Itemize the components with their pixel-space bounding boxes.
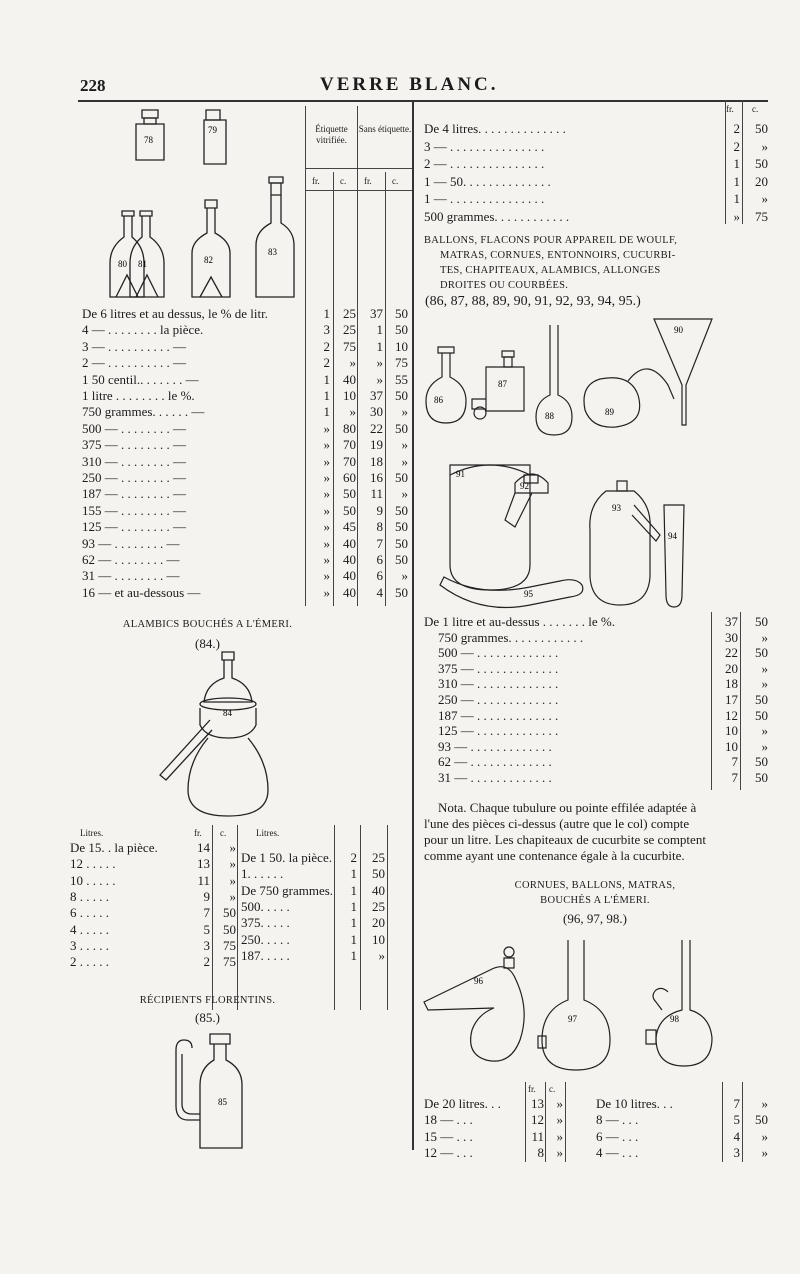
table-cell: 2 (733, 121, 740, 136)
table-cell: » (556, 1128, 563, 1144)
fig-label-89: 89 (605, 407, 614, 417)
table-cell: 1 (350, 882, 357, 898)
table-cell: 50 (755, 1112, 768, 1128)
fig-label-82: 82 (204, 255, 213, 265)
table-row-label: 62 — . . . . . . . . — (82, 552, 180, 567)
table-cell: 6 (376, 552, 383, 567)
fig-label-93: 93 (612, 503, 621, 513)
table-row-label: 1 — 50. . . . . . . . . . . . . . (424, 173, 551, 189)
table-cell: 40 (372, 882, 385, 898)
table-cell: 1 (350, 898, 357, 914)
table-cell: 22 (370, 420, 383, 436)
table-cell: » (323, 470, 330, 485)
table-cell: » (761, 1128, 768, 1144)
florentins-fig-ref: (85.) (195, 1010, 220, 1025)
table-cell: 18 (370, 453, 383, 469)
table-row-label: De 15. . la pièce. (70, 840, 158, 855)
table-cell: 50 (395, 502, 408, 518)
table-row-label: De 1 litre et au-dessus . . . . . . . le %. (424, 614, 615, 629)
fig-label-87: 87 (498, 379, 507, 389)
alambics-header-fr: fr. (194, 828, 202, 838)
table-cell: 37 (370, 388, 383, 403)
unit-c: c. (752, 104, 759, 114)
table-cell: 13 (531, 1096, 544, 1111)
fig-label-86: 86 (434, 395, 443, 405)
table-cell: 1 (323, 306, 330, 321)
table-row-label: 187. . . . . (241, 947, 290, 963)
table-cell: 20 (755, 173, 768, 189)
table-cell: 50 (755, 645, 768, 661)
table-cell: 18 (725, 676, 738, 692)
table-row-label: De 750 grammes. (241, 882, 334, 898)
fig-label-79: 79 (208, 125, 217, 135)
table-cell: » (761, 1096, 768, 1111)
table-cell: 7 (731, 754, 738, 770)
table-cell: 40 (343, 552, 356, 567)
table-rule (742, 1082, 743, 1162)
table-cell: 13 (197, 856, 210, 872)
fig-label-84: 84 (223, 708, 232, 718)
table-cell: 25 (372, 898, 385, 914)
table-cell: » (401, 568, 408, 584)
table-cell: 50 (343, 486, 356, 502)
table-cell: » (323, 568, 330, 584)
table-row-label: 187 — . . . . . . . . — (82, 486, 186, 502)
alambics-fig-ref: (84.) (195, 636, 220, 651)
table-cell: 50 (343, 502, 356, 518)
table-row-label: 15 — . . . (424, 1128, 473, 1144)
table-rule (360, 825, 361, 1010)
table-cell: 25 (343, 306, 356, 321)
col-header-sans: Sans étiquette. (358, 124, 412, 134)
table-cell: » (229, 872, 236, 888)
table-cell: 75 (343, 338, 356, 354)
table-cell: 10 (395, 338, 408, 354)
table-cell: » (349, 355, 356, 371)
alambics-title: ALAMBICS BOUCHÉS A L'ÉMERI. (122, 619, 293, 630)
table-cell: 75 (223, 937, 236, 953)
table-row-label: 500. . . . . (241, 898, 290, 914)
table-cell: 4 (376, 584, 383, 600)
table-row-label: 250 — . . . . . . . . . . . . . (438, 692, 559, 707)
table-cell: 10 (725, 738, 738, 754)
table-cell: 1 (376, 338, 383, 354)
table-cell: 75 (755, 209, 768, 224)
table-row-label: 4 . . . . . (70, 921, 109, 937)
table-cell: » (761, 723, 768, 739)
table-cell: 50 (395, 322, 408, 338)
table-cell: 16 (370, 470, 383, 485)
table-cell: » (229, 856, 236, 872)
table-cell: » (349, 404, 356, 420)
table-cell: 10 (725, 723, 738, 739)
table-cell: 50 (395, 388, 408, 403)
table-cell: 30 (370, 404, 383, 420)
table-cell: » (733, 209, 740, 224)
table-cell: 75 (223, 954, 236, 970)
cornues-title-line: CORNUES, BALLONS, MATRAS, (514, 880, 676, 891)
table-row-label: 250. . . . . (241, 931, 290, 947)
table-cell: 5 (203, 921, 210, 937)
cornues-fig-ref: (96, 97, 98.) (563, 911, 627, 926)
table-row-label: De 1 50. la pièce. (241, 850, 332, 865)
running-title: VERRE BLANC. (320, 74, 499, 95)
table-cell: » (761, 1145, 768, 1161)
florentins-title: RÉCIPIENTS FLORENTINS. (139, 995, 276, 1006)
table-cell: 8 (537, 1145, 544, 1161)
unit-c: c. (340, 176, 347, 186)
table-row-label: 375 — . . . . . . . . — (82, 437, 186, 453)
table-cell: 11 (370, 486, 383, 502)
table-cell: 50 (755, 156, 768, 172)
table-row-label: 4 — . . . . . . . . la pièce. (82, 322, 204, 338)
bottles-figure-78-83 (118, 105, 305, 310)
table-cell: 75 (395, 355, 408, 371)
ballons-title-line: BALLONS, FLACONS POUR APPAREIL DE WOULF, (424, 235, 678, 246)
ballons-title-line: TES, CHAPITEAUX, ALAMBICS, ALLONGES (440, 265, 661, 276)
table-cell: » (323, 519, 330, 535)
table-cell: 14 (197, 840, 210, 855)
table-row-label: De 10 litres. . . (596, 1096, 673, 1111)
table-row-label: 93 — . . . . . . . . . . . . . (438, 738, 552, 754)
table-cell: 1 (733, 191, 740, 207)
alambic-figure-84 (150, 650, 290, 820)
table-cell: 50 (755, 770, 768, 785)
page-number: 228 (80, 76, 106, 95)
table-cell: 50 (755, 707, 768, 723)
table-cell: » (761, 629, 768, 645)
table-row-label: 3 . . . . . (70, 937, 109, 953)
table-cell: 19 (370, 437, 383, 453)
alambics-header-c: c. (220, 828, 227, 838)
table-row-label: 155 — . . . . . . . . — (82, 502, 186, 518)
table-row-label: 6 . . . . . (70, 905, 109, 921)
fig-label-94: 94 (668, 531, 677, 541)
table-cell: » (229, 888, 236, 904)
table-row-label: 6 — . . . (596, 1128, 639, 1144)
table-row-label: 375 — . . . . . . . . . . . . . (438, 660, 559, 676)
table-cell: » (556, 1112, 563, 1128)
table-cell: » (323, 502, 330, 518)
table-cell: 50 (755, 754, 768, 770)
table-cell: 7 (733, 1096, 740, 1111)
table-cell: 60 (343, 470, 356, 485)
table-row-label: De 20 litres. . . (424, 1096, 501, 1111)
table-row-label: 93 — . . . . . . . . — (82, 535, 180, 551)
table-row-label: 31 — . . . . . . . . . . . . . (438, 770, 552, 785)
table-cell: » (323, 552, 330, 567)
header-rule (78, 100, 768, 102)
table-row-label: 16 — et au-dessous — (82, 584, 201, 600)
table-rule (565, 1082, 566, 1162)
table-row-label: 2 — . . . . . . . . . . . . . . . (424, 156, 545, 172)
table-row-label: 250 — . . . . . . . . — (82, 470, 186, 485)
table-rule (334, 825, 335, 1010)
table-cell: » (761, 660, 768, 676)
table-cell: 2 (350, 850, 357, 865)
table-cell: 1 (323, 404, 330, 420)
table-cell: 50 (755, 121, 768, 136)
table-cell: 3 (323, 322, 330, 338)
table-cell: 40 (343, 371, 356, 387)
table-row-label: De 4 litres. . . . . . . . . . . . . . (424, 121, 566, 136)
table-cell: 8 (376, 519, 383, 535)
table-cell: 1 (350, 915, 357, 931)
fig-label-81: 81 (138, 259, 147, 269)
table-rule (545, 1082, 546, 1162)
fig-label-95: 95 (524, 589, 533, 599)
fig-label-80: 80 (118, 259, 127, 269)
table-row-label: 750 grammes. . . . . . . . . . . . (438, 629, 584, 645)
table-cell: 1 (733, 173, 740, 189)
table-cell: 50 (395, 470, 408, 485)
table-cell: » (323, 584, 330, 600)
table-row-label: 12 — . . . (424, 1145, 473, 1161)
table-cell: 1 (323, 371, 330, 387)
table-cell: » (556, 1145, 563, 1161)
table-row-label: 310 — . . . . . . . . — (82, 453, 186, 469)
table-row-label: 2 . . . . . (70, 954, 109, 970)
table-cell: » (761, 191, 768, 207)
nota-line: l'une des pièces ci-dessus (autre que le col) compte (424, 816, 690, 831)
table-row-label: 500 — . . . . . . . . . . . . . (438, 645, 559, 661)
table-cell: 80 (343, 420, 356, 436)
fig-label-90: 90 (674, 325, 683, 335)
table-cell: 40 (343, 584, 356, 600)
table-cell: 17 (725, 692, 738, 707)
table-cell: 70 (343, 453, 356, 469)
fig-label-88: 88 (545, 411, 554, 421)
table-cell: 1 (350, 866, 357, 882)
ballons-figures-86-95 (420, 315, 765, 615)
table-cell: 20 (725, 660, 738, 676)
cornues-figures-96-98 (420, 930, 765, 1080)
table-rule (742, 100, 743, 224)
table-row-label: 12 . . . . . (70, 856, 116, 872)
table-cell: 1 (323, 388, 330, 403)
table-rule (212, 825, 213, 1010)
fig-label-91: 91 (456, 469, 465, 479)
unit-c: c. (549, 1084, 556, 1094)
unit-fr: fr. (312, 176, 320, 186)
fig-label-78: 78 (144, 135, 153, 145)
ballons-title-line: MATRAS, CORNUES, ENTONNOIRS, CUCURBI- (440, 250, 676, 261)
table-cell: 50 (395, 535, 408, 551)
table-cell: 3 (733, 1145, 740, 1161)
table-cell: 37 (725, 614, 738, 629)
table-cell: » (323, 420, 330, 436)
unit-fr: fr. (364, 176, 372, 186)
table-cell: 50 (223, 905, 236, 921)
table-rule (237, 825, 238, 1010)
table-cell: 50 (395, 519, 408, 535)
table-cell: 37 (370, 306, 383, 321)
table-cell: 25 (372, 850, 385, 865)
table-row-label: 1. . . . . . (241, 866, 284, 882)
table-row-label: 187 — . . . . . . . . . . . . . (438, 707, 559, 723)
table-cell: 7 (731, 770, 738, 785)
table-rule (387, 825, 388, 1010)
table-row-label: 310 — . . . . . . . . . . . . . (438, 676, 559, 692)
table-cell: 50 (395, 306, 408, 321)
table-cell: 50 (223, 921, 236, 937)
table-cell: » (401, 486, 408, 502)
table-cell: 50 (395, 584, 408, 600)
table-row-label: 1 50 centil.. . . . . . . — (82, 371, 199, 387)
unit-c: c. (392, 176, 399, 186)
table-cell: 70 (343, 437, 356, 453)
table-cell: 9 (203, 888, 210, 904)
column-divider (412, 100, 414, 1150)
table-row-label: 62 — . . . . . . . . . . . . . (438, 754, 552, 770)
table-row-label: 500 grammes. . . . . . . . . . . . (424, 209, 570, 224)
table-cell: 20 (372, 915, 385, 931)
table-cell: 25 (343, 322, 356, 338)
unit-fr: fr. (528, 1084, 536, 1094)
ballons-fig-ref: (86, 87, 88, 89, 90, 91, 92, 93, 94, 95.) (425, 294, 641, 309)
table-cell: 11 (197, 872, 210, 888)
table-cell: 40 (343, 568, 356, 584)
table-cell: 9 (376, 502, 383, 518)
table-cell: » (229, 840, 236, 855)
table-cell: 4 (733, 1128, 740, 1144)
table-cell: 12 (531, 1112, 544, 1128)
table-row-label: 10 . . . . . (70, 872, 116, 888)
table-cell: » (323, 486, 330, 502)
table-cell: 2 (323, 355, 330, 371)
table-cell: 50 (395, 552, 408, 567)
col-header-etiquette: Étiquette vitrifiée. (315, 124, 348, 145)
table-cell: 30 (725, 629, 738, 645)
alambics-header-litres-b: Litres. (256, 828, 280, 838)
alambics-header-litres: Litres. (80, 828, 104, 838)
cornues-title-line: BOUCHÉS A L'ÉMERI. (540, 895, 650, 906)
ballons-title-line: DROITES OU COURBÉES. (440, 280, 569, 291)
table-cell: » (761, 676, 768, 692)
table-cell: » (401, 453, 408, 469)
table-cell: 5 (733, 1112, 740, 1128)
table-cell: » (376, 355, 383, 371)
fig-label-97: 97 (568, 1014, 577, 1024)
table-row-label: 18 — . . . (424, 1112, 473, 1128)
nota-line: pour un litre. Les chapiteaux de cucurbite se comptent (424, 832, 706, 847)
table-row-label: 125 — . . . . . . . . — (82, 519, 186, 535)
table-row-label: 1 litre . . . . . . . . le %. (82, 388, 195, 403)
table-row-label: 500 — . . . . . . . . — (82, 420, 186, 436)
fig-label-98: 98 (670, 1014, 679, 1024)
table-cell: 50 (372, 866, 385, 882)
table-cell: 11 (531, 1128, 544, 1144)
table-cell: 2 (323, 338, 330, 354)
fig-label-92: 92 (520, 481, 529, 491)
table-cell: » (323, 453, 330, 469)
fig-label-83: 83 (268, 247, 277, 257)
table-cell: » (323, 535, 330, 551)
fig-label-96: 96 (474, 976, 483, 986)
table-row-label: 2 — . . . . . . . . . . — (82, 355, 186, 371)
table-cell: » (323, 437, 330, 453)
table-row-label: 8 — . . . (596, 1112, 639, 1128)
table-cell: 10 (372, 931, 385, 947)
table-cell: 40 (343, 535, 356, 551)
table-row-label: 125 — . . . . . . . . . . . . . (438, 723, 559, 739)
table-cell: 1 (350, 947, 357, 963)
table-rule (305, 168, 412, 169)
table-cell: 6 (376, 568, 383, 584)
table-rule (305, 190, 412, 191)
table-row-label: 31 — . . . . . . . . — (82, 568, 180, 584)
table-row-label: 3 — . . . . . . . . . . . . . . . (424, 138, 545, 154)
table-cell: » (401, 437, 408, 453)
unit-fr: fr. (726, 104, 734, 114)
nota-line: comme ayant une contenance égale à la cucurbite. (424, 848, 685, 863)
table-cell: 55 (395, 371, 408, 387)
table-cell: » (761, 738, 768, 754)
table-row-label: 1 — . . . . . . . . . . . . . . . (424, 191, 545, 207)
table-cell: 1 (350, 931, 357, 947)
table-cell: » (761, 138, 768, 154)
table-cell: » (556, 1096, 563, 1111)
table-cell: 2 (733, 138, 740, 154)
table-cell: 12 (725, 707, 738, 723)
table-row-label: 8 . . . . . (70, 888, 109, 904)
nota-line: Nota. Chaque tubulure ou pointe effilée adaptée à (438, 800, 697, 815)
table-cell: » (376, 371, 383, 387)
table-cell: 50 (755, 614, 768, 629)
table-cell: » (401, 404, 408, 420)
table-cell: 7 (203, 905, 210, 921)
table-cell: 50 (395, 420, 408, 436)
table-rule (740, 612, 741, 790)
table-cell: 45 (343, 519, 356, 535)
fig-label-85: 85 (218, 1097, 227, 1107)
table-row-label: 375. . . . . (241, 915, 290, 931)
table-row-label: 750 grammes. . . . . . — (82, 404, 205, 420)
table-row-label: 3 — . . . . . . . . . . — (82, 338, 186, 354)
table-cell: » (378, 947, 385, 963)
table-cell: 7 (376, 535, 383, 551)
table-cell: 3 (203, 937, 210, 953)
table-cell: 2 (203, 954, 210, 970)
table-cell: 10 (343, 388, 356, 403)
table-row-label: 4 — . . . (596, 1145, 639, 1161)
table-cell: 1 (733, 156, 740, 172)
table-row-label: De 6 litres et au dessus, le % de litr. (82, 306, 268, 321)
florentin-figure-85 (170, 1030, 280, 1150)
table-cell: 1 (376, 322, 383, 338)
table-cell: 22 (725, 645, 738, 661)
table-cell: 50 (755, 692, 768, 707)
